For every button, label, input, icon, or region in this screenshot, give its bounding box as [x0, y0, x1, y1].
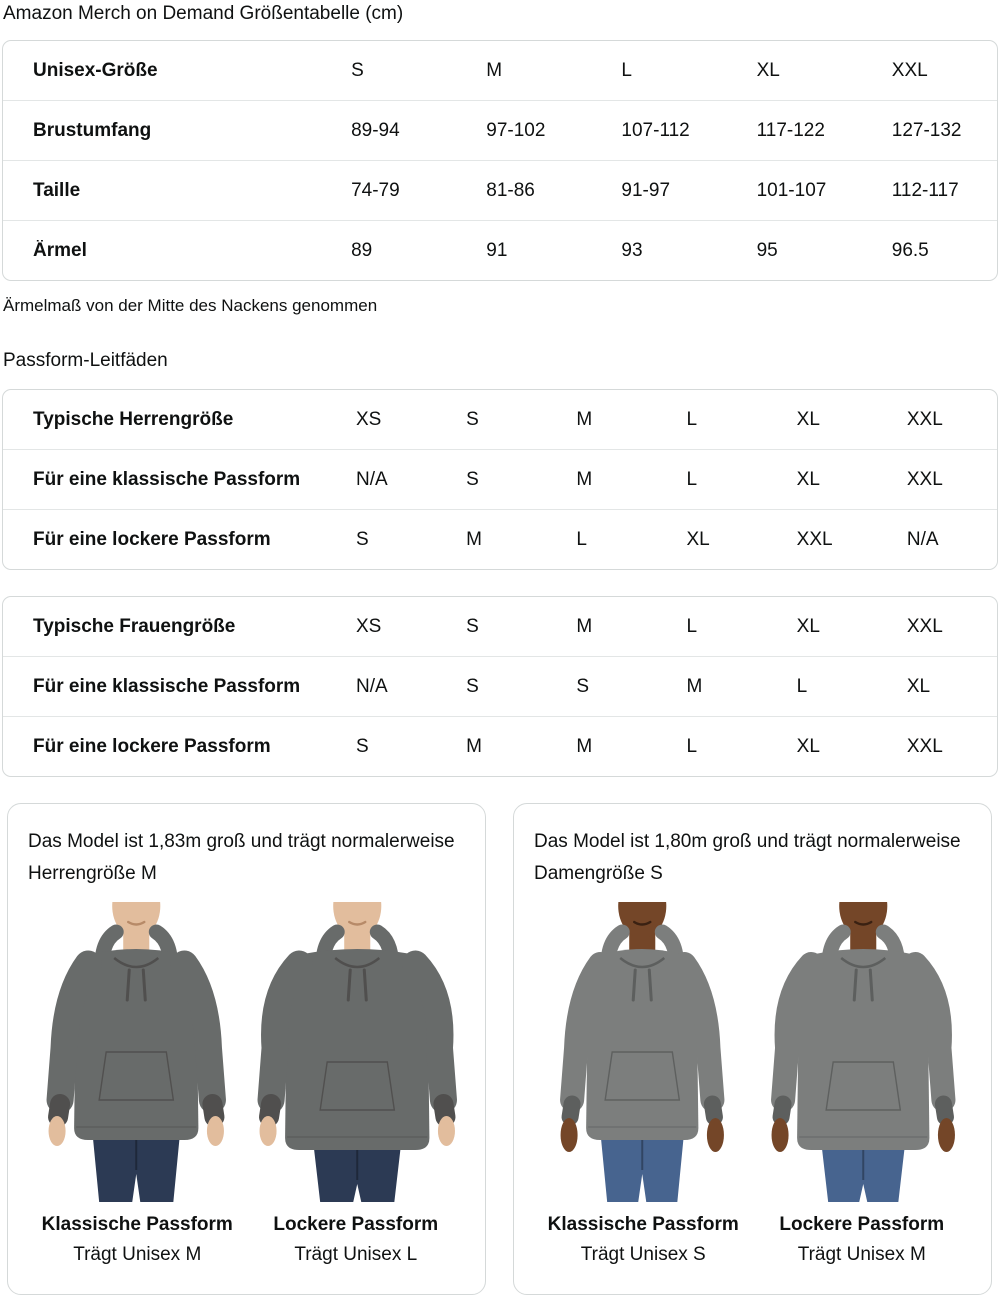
row-label: Für eine lockere Passform [33, 735, 271, 757]
model-photo-women-classic [534, 902, 751, 1202]
value-cell: 95 [756, 239, 778, 261]
photo-captions [28, 1210, 465, 1270]
fit-label: Klassische Passform [547, 1214, 739, 1235]
table-row-loose-fit [3, 716, 997, 776]
row-label: Typische Herrengröße [33, 408, 234, 430]
size-label: Trägt Unisex M [797, 1244, 926, 1265]
size-cell: S [466, 408, 479, 430]
model-photos [28, 902, 465, 1202]
size-cell: XL [686, 528, 710, 550]
value-cell: 107-112 [621, 119, 690, 141]
row-label: Für eine klassische Passform [33, 675, 301, 697]
size-cell: L [686, 615, 698, 637]
table-row-unisex-size [3, 41, 997, 100]
size-cell: M [686, 675, 703, 697]
size-cell: M [576, 468, 593, 490]
table-row-classic-fit [3, 656, 997, 716]
size-label: Trägt Unisex L [294, 1244, 418, 1265]
size-cell: XL [796, 615, 820, 637]
sleeve-measure-note: Ärmelmaß von der Mitte des Nackens genommen [3, 296, 378, 315]
row-label: Typische Frauengröße [33, 615, 236, 637]
value-cell: 89 [351, 239, 373, 261]
value-cell: 101-107 [756, 179, 827, 201]
size-cell: S [355, 735, 369, 757]
value-cell: 93 [621, 239, 643, 261]
size-cell: N/A [355, 675, 388, 697]
value-cell: 81-86 [486, 179, 535, 201]
size-cell: N/A [906, 528, 939, 550]
value-cell: 74-79 [351, 179, 400, 201]
value-cell: 96.5 [891, 239, 929, 261]
size-cell: XL [796, 735, 820, 757]
caption-women-classic [534, 1210, 753, 1270]
table-row-waist [3, 160, 997, 220]
caption-men-classic [28, 1210, 247, 1270]
size-cell: M [466, 735, 482, 757]
size-cell: S [576, 675, 590, 697]
value-cell: 91 [486, 239, 508, 261]
size-cell: M [466, 528, 482, 550]
size-cell: XS [355, 615, 382, 637]
size-cell: L [686, 408, 698, 430]
value-cell: 97-102 [486, 119, 546, 141]
fit-label: Lockere Passform [779, 1214, 945, 1235]
model-cards [7, 803, 1000, 1295]
value-cell: 112-117 [891, 179, 959, 201]
fit-guides-title: Passform-Leitfäden [3, 350, 168, 371]
value-cell: 89-94 [351, 119, 400, 141]
size-cell: N/A [355, 468, 388, 490]
size-cell: XL [796, 468, 820, 490]
size-cell: S [355, 528, 369, 550]
size-cell: XXL [796, 528, 833, 550]
table-row-loose-fit [3, 509, 997, 569]
row-label: Für eine klassische Passform [33, 468, 301, 490]
size-cell: XXL [906, 735, 943, 757]
size-cell: L [686, 468, 698, 490]
size-cell: S [466, 468, 479, 490]
model-photo-men-classic [28, 902, 245, 1202]
size-cell: L [686, 735, 698, 757]
size-cell: XXL [906, 615, 943, 637]
value-cell: 117-122 [756, 119, 825, 141]
size-cell: XL [796, 408, 820, 430]
size-cell: XL [906, 675, 931, 697]
model-description-women: Das Model ist 1,80m groß und trägt normalerweise Damengröße S [534, 831, 961, 884]
row-label: Brustumfang [33, 119, 152, 141]
table-row-chest [3, 100, 997, 160]
model-photo-men-loose [249, 902, 466, 1202]
row-label: Unisex-Größe [33, 59, 158, 81]
size-cell: L [796, 675, 808, 697]
page-title: Amazon Merch on Demand Größentabelle (cm) [3, 3, 404, 24]
men-fit-table [2, 389, 998, 570]
value-cell: 127-132 [891, 119, 962, 141]
size-cell: XXL [891, 59, 928, 81]
size-label: Trägt Unisex S [580, 1244, 706, 1265]
size-cell: XS [355, 408, 382, 430]
caption-women-loose [753, 1210, 972, 1270]
row-label: Ärmel [33, 239, 87, 261]
caption-men-loose [247, 1210, 466, 1270]
size-label: Trägt Unisex M [73, 1244, 202, 1265]
size-cell: XL [756, 59, 780, 81]
size-cell: XXL [906, 468, 943, 490]
size-cell: S [466, 615, 479, 637]
size-cell: L [576, 528, 587, 550]
model-photos [534, 902, 971, 1202]
size-cell: S [351, 59, 364, 81]
size-cell: L [621, 59, 632, 81]
size-cell: M [486, 59, 503, 81]
size-cell: M [576, 615, 593, 637]
size-cell: S [466, 675, 479, 697]
table-row-typical-men-size [3, 390, 997, 449]
table-row-classic-fit [3, 449, 997, 509]
table-row-typical-women-size [3, 597, 997, 656]
size-cell: M [576, 735, 593, 757]
size-cell: XXL [906, 408, 943, 430]
model-photo-women-loose [755, 902, 972, 1202]
unisex-size-table [2, 40, 998, 281]
women-fit-table [2, 596, 998, 777]
table-row-sleeve [3, 220, 997, 280]
model-card-women [513, 803, 992, 1295]
size-cell: M [576, 408, 593, 430]
model-description-men: Das Model ist 1,83m groß und trägt normalerweise Herrengröße M [28, 831, 455, 884]
row-label: Für eine lockere Passform [33, 528, 271, 550]
value-cell: 91-97 [621, 179, 671, 201]
row-label: Taille [33, 179, 81, 201]
photo-captions [534, 1210, 971, 1270]
model-card-men [7, 803, 486, 1295]
fit-label: Klassische Passform [41, 1214, 233, 1235]
fit-label: Lockere Passform [273, 1214, 439, 1235]
